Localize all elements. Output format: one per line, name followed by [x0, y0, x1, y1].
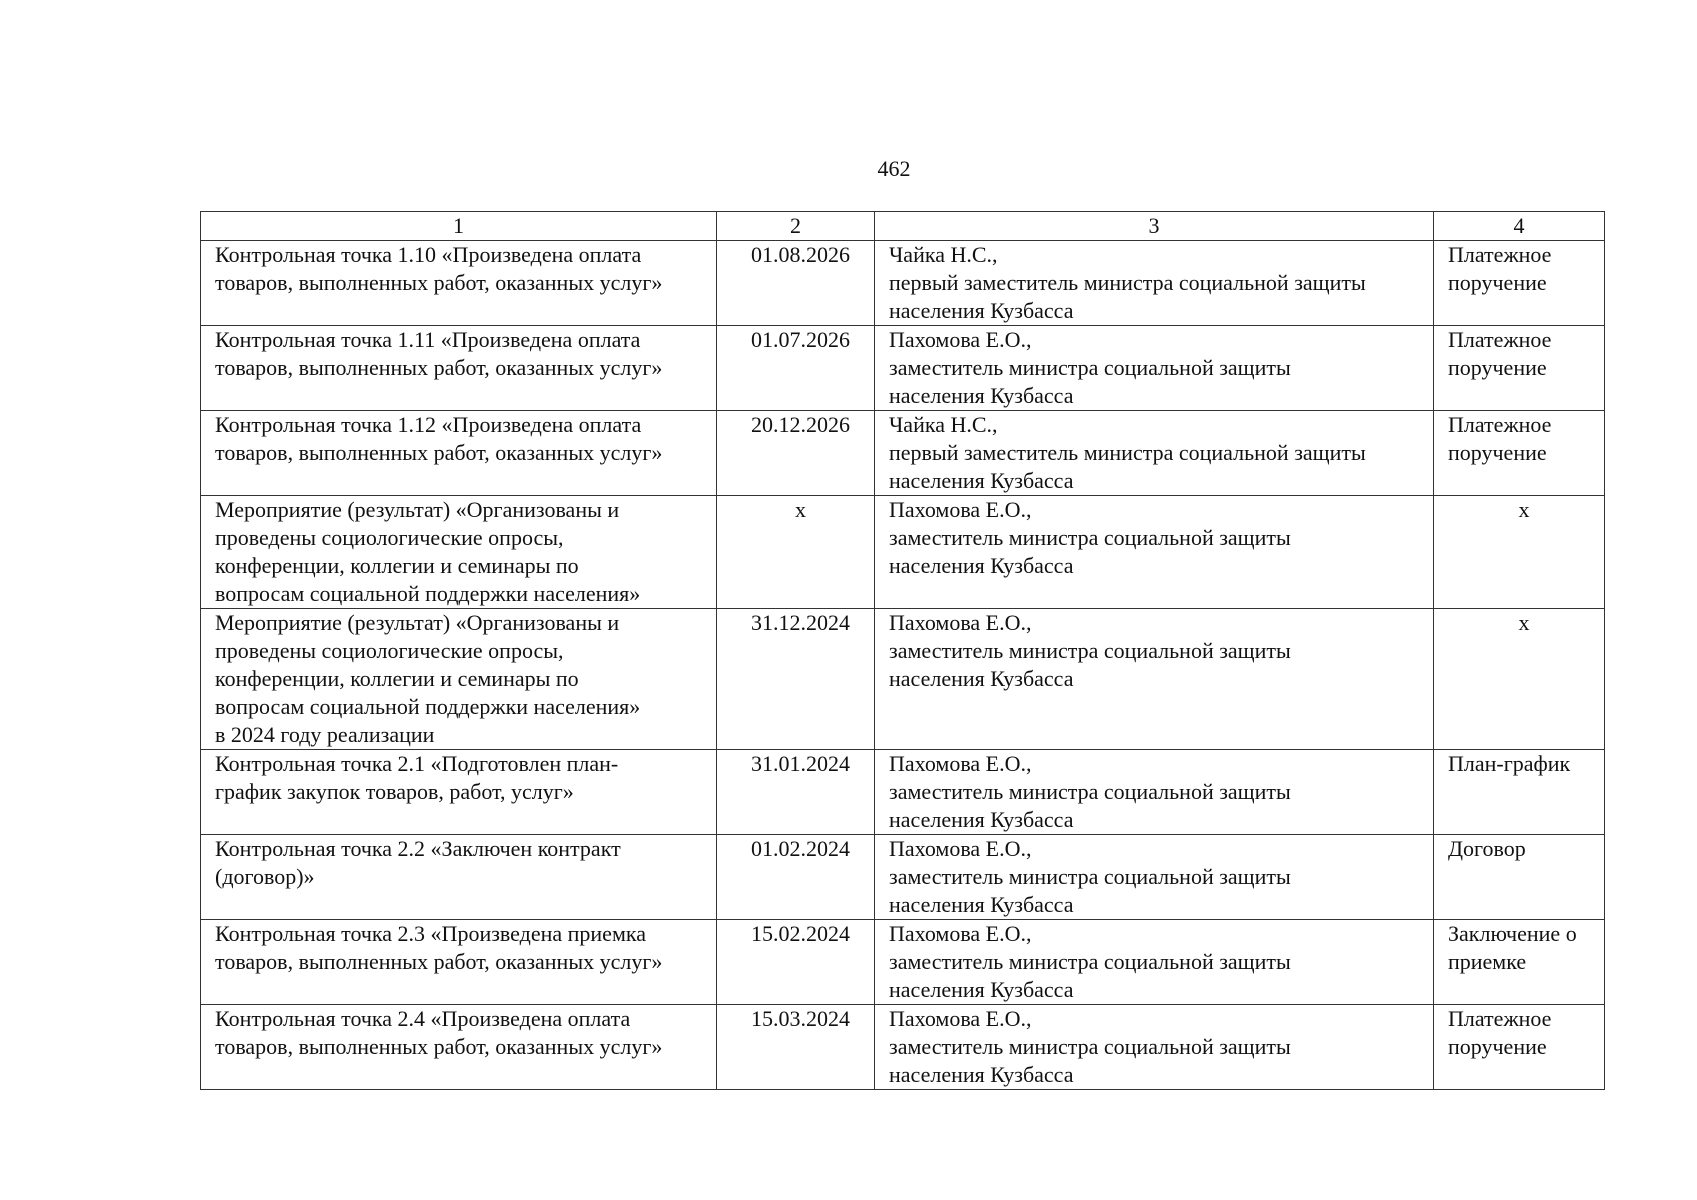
event-title-line: Контрольная точка 1.12 «Произведена оплата — [215, 412, 642, 437]
document-type-line: План-график — [1448, 751, 1571, 776]
responsible-position: заместитель министра социальной защиты — [889, 638, 1291, 663]
document-type-line: поручение — [1448, 270, 1547, 295]
responsible-cell — [875, 1005, 1434, 1090]
event-title-line: Контрольная точка 2.3 «Произведена приемка — [215, 921, 646, 946]
responsible-position: заместитель министра социальной защиты — [889, 949, 1291, 974]
deadline-cell: 15.03.2024 — [717, 1005, 875, 1090]
document-type-line: Платежное — [1448, 412, 1552, 437]
document-type-cell — [1434, 241, 1605, 326]
document-type-line: Платежное — [1448, 1006, 1552, 1031]
event-title-line: Контрольная точка 2.4 «Произведена оплата — [215, 1006, 631, 1031]
responsible-name: Пахомова Е.О., — [889, 497, 1032, 522]
event-title-cell — [201, 750, 717, 835]
document-type-cell — [1434, 750, 1605, 835]
event-title-line: товаров, выполненных работ, оказанных услуг» — [215, 355, 663, 380]
column-header-3: 3 — [875, 212, 1434, 241]
responsible-position: населения Кузбасса — [889, 892, 1074, 917]
document-type-line: Договор — [1448, 836, 1526, 861]
responsible-position: населения Кузбасса — [889, 298, 1074, 323]
document-type-line: Заключение о — [1448, 921, 1577, 946]
event-title-line: вопросам социальной поддержки населения» — [215, 694, 641, 719]
responsible-position: населения Кузбасса — [889, 553, 1074, 578]
event-title-line: Контрольная точка 1.10 «Произведена оплата — [215, 242, 642, 267]
table-row — [201, 920, 1605, 1005]
responsible-cell — [875, 609, 1434, 750]
responsible-position: заместитель министра социальной защиты — [889, 779, 1291, 804]
document-type-line: Платежное — [1448, 327, 1552, 352]
deadline-cell: 31.12.2024 — [717, 609, 875, 750]
document-type-cell — [1434, 1005, 1605, 1090]
event-title-line: конференции, коллегии и семинары по — [215, 666, 579, 691]
responsible-cell — [875, 411, 1434, 496]
responsible-position: заместитель министра социальной защиты — [889, 525, 1291, 550]
event-title-cell — [201, 326, 717, 411]
table-header-row — [201, 212, 1605, 241]
document-type-line: приемке — [1448, 949, 1527, 974]
table-row — [201, 1005, 1605, 1090]
table-row — [201, 326, 1605, 411]
event-title-cell — [201, 835, 717, 920]
responsible-name: Пахомова Е.О., — [889, 327, 1032, 352]
page-number: 462 — [877, 156, 911, 181]
event-title-cell — [201, 609, 717, 750]
responsible-cell — [875, 835, 1434, 920]
event-title-line: график закупок товаров, работ, услуг» — [215, 779, 574, 804]
event-title-line: конференции, коллегии и семинары по — [215, 553, 579, 578]
document-type-cell — [1434, 835, 1605, 920]
responsible-position: населения Кузбасса — [889, 468, 1074, 493]
responsible-name: Чайка Н.С., — [889, 242, 998, 267]
responsible-name: Пахомова Е.О., — [889, 836, 1032, 861]
responsible-cell — [875, 920, 1434, 1005]
deadline-cell: 01.07.2026 — [717, 326, 875, 411]
event-title-line: Контрольная точка 2.2 «Заключен контракт — [215, 836, 621, 861]
document-type-line: поручение — [1448, 1034, 1547, 1059]
event-title-cell — [201, 411, 717, 496]
event-title-line: вопросам социальной поддержки населения» — [215, 581, 641, 606]
responsible-position: заместитель министра социальной защиты — [889, 1034, 1291, 1059]
deadline-cell: 20.12.2026 — [717, 411, 875, 496]
control-points-table — [200, 211, 1605, 1090]
responsible-position: заместитель министра социальной защиты — [889, 864, 1291, 889]
document-type-cell — [1434, 326, 1605, 411]
responsible-name: Пахомова Е.О., — [889, 610, 1032, 635]
event-title-line: в 2024 году реализации — [215, 722, 435, 747]
responsible-cell — [875, 326, 1434, 411]
table-row — [201, 609, 1605, 750]
deadline-cell: 15.02.2024 — [717, 920, 875, 1005]
responsible-position: населения Кузбасса — [889, 383, 1074, 408]
responsible-name: Пахомова Е.О., — [889, 751, 1032, 776]
responsible-position: заместитель министра социальной защиты — [889, 355, 1291, 380]
responsible-cell — [875, 750, 1434, 835]
event-title-line: проведены социологические опросы, — [215, 525, 564, 550]
document-type-line: Платежное — [1448, 242, 1552, 267]
table-row — [201, 241, 1605, 326]
event-title-line: Мероприятие (результат) «Организованы и — [215, 610, 620, 635]
responsible-position: населения Кузбасса — [889, 807, 1074, 832]
table-row — [201, 750, 1605, 835]
responsible-position: первый заместитель министра социальной защиты — [889, 440, 1366, 465]
table-row — [201, 835, 1605, 920]
deadline-cell: 01.08.2026 — [717, 241, 875, 326]
document-type-line: поручение — [1448, 440, 1547, 465]
column-header-1: 1 — [201, 212, 717, 241]
event-title-cell — [201, 241, 717, 326]
responsible-name: Пахомова Е.О., — [889, 921, 1032, 946]
document-type-line: поручение — [1448, 355, 1547, 380]
deadline-cell: 01.02.2024 — [717, 835, 875, 920]
responsible-name: Чайка Н.С., — [889, 412, 998, 437]
responsible-cell — [875, 496, 1434, 609]
document-type-cell — [1434, 920, 1605, 1005]
responsible-position: первый заместитель министра социальной защиты — [889, 270, 1366, 295]
responsible-position: населения Кузбасса — [889, 1062, 1074, 1087]
deadline-cell: х — [717, 496, 875, 609]
event-title-line: Контрольная точка 1.11 «Произведена оплата — [215, 327, 641, 352]
event-title-line: (договор)» — [215, 864, 315, 889]
document-type-cell: х — [1434, 609, 1605, 750]
event-title-line: Контрольная точка 2.1 «Подготовлен план- — [215, 751, 619, 776]
responsible-position: населения Кузбасса — [889, 666, 1074, 691]
column-header-2: 2 — [717, 212, 875, 241]
table-row — [201, 411, 1605, 496]
responsible-name: Пахомова Е.О., — [889, 1006, 1032, 1031]
event-title-cell — [201, 1005, 717, 1090]
event-title-cell — [201, 920, 717, 1005]
event-title-cell — [201, 496, 717, 609]
deadline-cell: 31.01.2024 — [717, 750, 875, 835]
event-title-line: товаров, выполненных работ, оказанных услуг» — [215, 1034, 663, 1059]
event-title-line: проведены социологические опросы, — [215, 638, 564, 663]
event-title-line: товаров, выполненных работ, оказанных услуг» — [215, 270, 663, 295]
column-header-4: 4 — [1434, 212, 1605, 241]
event-title-line: Мероприятие (результат) «Организованы и — [215, 497, 620, 522]
document-type-cell: х — [1434, 496, 1605, 609]
responsible-cell — [875, 241, 1434, 326]
responsible-position: населения Кузбасса — [889, 977, 1074, 1002]
event-title-line: товаров, выполненных работ, оказанных услуг» — [215, 949, 663, 974]
table-row — [201, 496, 1605, 609]
document-type-cell — [1434, 411, 1605, 496]
event-title-line: товаров, выполненных работ, оказанных услуг» — [215, 440, 663, 465]
